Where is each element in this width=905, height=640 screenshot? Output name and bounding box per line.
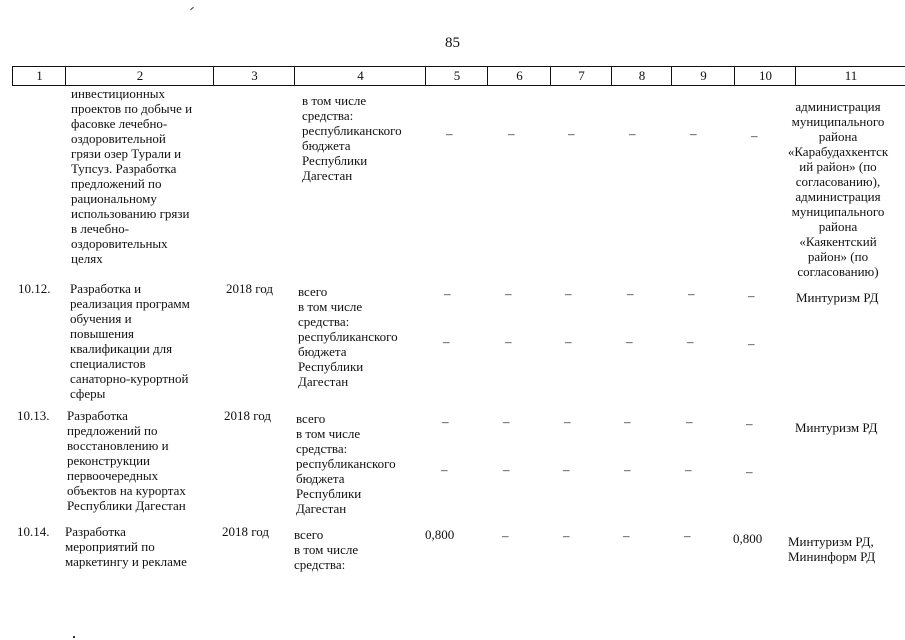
row-description: Разработка предложений по восстановлению и реконструкции первоочередных объектов на курортах Республики Дагестан xyxy=(67,408,186,513)
continuation-funding: в том числе средства: республиканского бюджета Республики Дагестан xyxy=(302,93,402,183)
header-col-1: 1 xyxy=(12,67,66,85)
row-number: 10.12. xyxy=(18,281,51,296)
continuation-executor: администрация муниципального района «Карабудахкентск ий район» (по согласованию), администрация муниципального района «Каякентский район» (по согласованию) xyxy=(787,99,889,279)
header-col-6: 6 xyxy=(487,67,551,85)
header-col-2: 2 xyxy=(65,67,214,85)
header-col-11: 11 xyxy=(795,67,905,85)
scan-speck xyxy=(190,7,194,10)
header-col-10: 10 xyxy=(734,67,796,85)
row-year: 2018 год xyxy=(222,524,269,539)
header-col-7: 7 xyxy=(550,67,612,85)
page-number: 85 xyxy=(445,35,460,51)
header-col-4: 4 xyxy=(294,67,426,85)
table-header xyxy=(12,66,905,86)
continuation-description: инвестиционных проектов по добыче и фасовке лечебно- оздоровительной грязи озер Турали и Тупсуз. Разработка предложений по рациональному использованию грязи в лечебно- оздоровительных целях xyxy=(71,86,193,266)
row-executor: Минтуризм РД xyxy=(796,290,879,305)
row-year: 2018 год xyxy=(226,281,273,296)
header-col-5: 5 xyxy=(425,67,488,85)
row-funding: всего в том числе средства: республиканского бюджета Республики Дагестан xyxy=(298,284,398,389)
row-funding: всего в том числе средства: xyxy=(294,527,359,572)
row-executor: Минтуризм РД, Мининформ РД xyxy=(788,534,876,564)
header-col-3: 3 xyxy=(213,67,295,85)
row-col10-value: 0,800 xyxy=(733,531,763,546)
scan-speck xyxy=(73,636,75,638)
row-number: 10.14. xyxy=(17,524,50,539)
row-description: Разработка и реализация программ обучения и повышения квалификации для специалистов санаторно-курортной сферы xyxy=(70,281,190,401)
row-funding: всего в том числе средства: республиканского бюджета Республики Дагестан xyxy=(296,411,396,516)
header-col-9: 9 xyxy=(671,67,735,85)
row-year: 2018 год xyxy=(224,408,271,423)
row-total-value: 0,800 xyxy=(425,527,455,542)
row-number: 10.13. xyxy=(17,408,50,423)
header-col-8: 8 xyxy=(611,67,672,85)
row-description: Разработка мероприятий по маркетингу и рекламе xyxy=(65,524,187,569)
row-executor: Минтуризм РД xyxy=(795,420,878,435)
